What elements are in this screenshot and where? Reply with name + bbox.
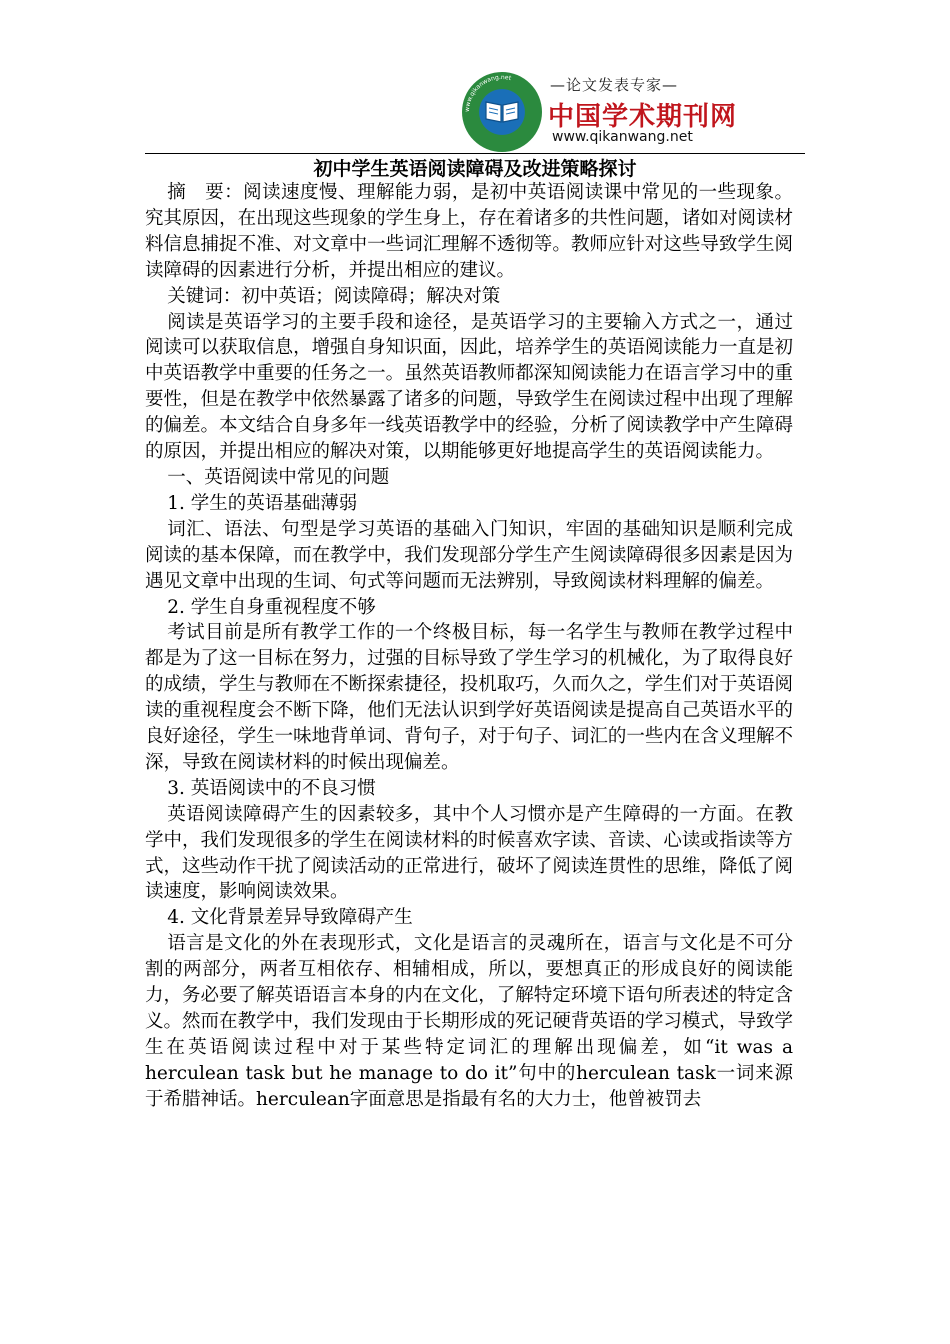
- subsection-heading: 2. 学生自身重视程度不够: [167, 596, 376, 618]
- subsection-heading: 1. 学生的英语基础薄弱: [167, 492, 358, 514]
- subsection-heading: 4. 文化背景差异导致障碍产生: [167, 907, 413, 929]
- body-paragraph: 语言是文化的外在表现形式，文化是语言的灵魂所在，语言与文化是不可分割的两部分，两者互相依存、相辅相成，所以，要想真正的形成良好的阅读能力，务必要了解英语语言本身的内在文化，了解特定环境下语句所表述的特定含义。然而在教学中，我们发现由于长期形成的死记硬背英语的学习模式，导致学生在英语阅读过程中对于某些特定词汇的理解出现偏差，如“it was a herculean task but he manage to do it”句中的herculean task一词来源于希腊神话。herculean字面意思是指最有名的大力士，他曾被罚去: [145, 933, 793, 1110]
- article-body: [145, 180, 793, 1113]
- logo-name: 中国学术期刊网: [548, 102, 738, 132]
- logo-tagline: —论文发表专家—: [550, 76, 679, 94]
- abstract-paragraph: 摘 要：阅读速度慢、理解能力弱，是初中英语阅读课中常见的一些现象。究其原因，在出现这些现象的学生身上，存在着诸多的共性问题，诸如对阅读材料信息捕捉不准、对文章中一些词汇理解不透彻等。教师应针对这些导致学生阅读障碍的因素进行分析，并提出相应的建议。: [145, 182, 793, 281]
- open-book-icon: [484, 98, 520, 124]
- section-heading: 一、英语阅读中常见的问题: [167, 466, 390, 488]
- subsection-heading: 3. 英语阅读中的不良习惯: [167, 777, 376, 799]
- article-title: 初中学生英语阅读障碍及改进策略探讨: [313, 158, 637, 180]
- keywords-paragraph: 关键词：初中英语；阅读障碍；解决对策: [167, 285, 501, 307]
- body-paragraph: 英语阅读障碍产生的因素较多，其中个人习惯亦是产生障碍的一方面。在教学中，我们发现很多的学生在阅读材料的时候喜欢字读、音读、心读或指读等方式，这些动作干扰了阅读活动的正常进行，破坏了阅读连贯性的思维，降低了阅读速度，影响阅读效果。: [145, 803, 793, 903]
- body-paragraph: 词汇、语法、句型是学习英语的基础入门知识，牢固的基础知识是顺利完成阅读的基本保障，而在教学中，我们发现部分学生产生阅读障碍很多因素是因为遇见文章中出现的生词、句式等问题而无法辨别，导致阅读材料理解的偏差。: [145, 518, 793, 592]
- header-rule: [145, 153, 805, 154]
- body-paragraph: 考试目前是所有教学工作的一个终极目标，每一名学生与教师在教学过程中都是为了这一目标在努力，过强的目标导致了学生学习的机械化，为了取得良好的成绩，学生与教师在不断探索捷径，投机取巧，久而久之，学生们对于英语阅读的重视程度会不断下降，他们无法认识到学好英语阅读是提高自己英语水平的良好途径，学生一味地背单词、背句子，对于句子、词汇的一些内在含义理解不深，导致在阅读材料的时候出现偏差。: [145, 622, 793, 773]
- logo-url: www.qikanwang.net: [552, 129, 693, 145]
- body-paragraph: 阅读是英语学习的主要手段和途径，是英语学习的主要输入方式之一，通过阅读可以获取信息，增强自身知识面，因此，培养学生的英语阅读能力一直是初中英语教学中重要的任务之一。虽然英语教师都深知阅读能力在语言学习中的重要性，但是在教学中依然暴露了诸多的问题，导致学生在阅读过程中出现了理解的偏差。本文结合自身多年一线英语教学中的经验，分析了阅读教学中产生障碍的原因，并提出相应的解决对策，以期能够更好地提高学生的英语阅读能力。: [145, 311, 793, 463]
- journal-logo: [462, 72, 738, 152]
- logo-ring-label: www.qikanwang.net: [463, 73, 512, 113]
